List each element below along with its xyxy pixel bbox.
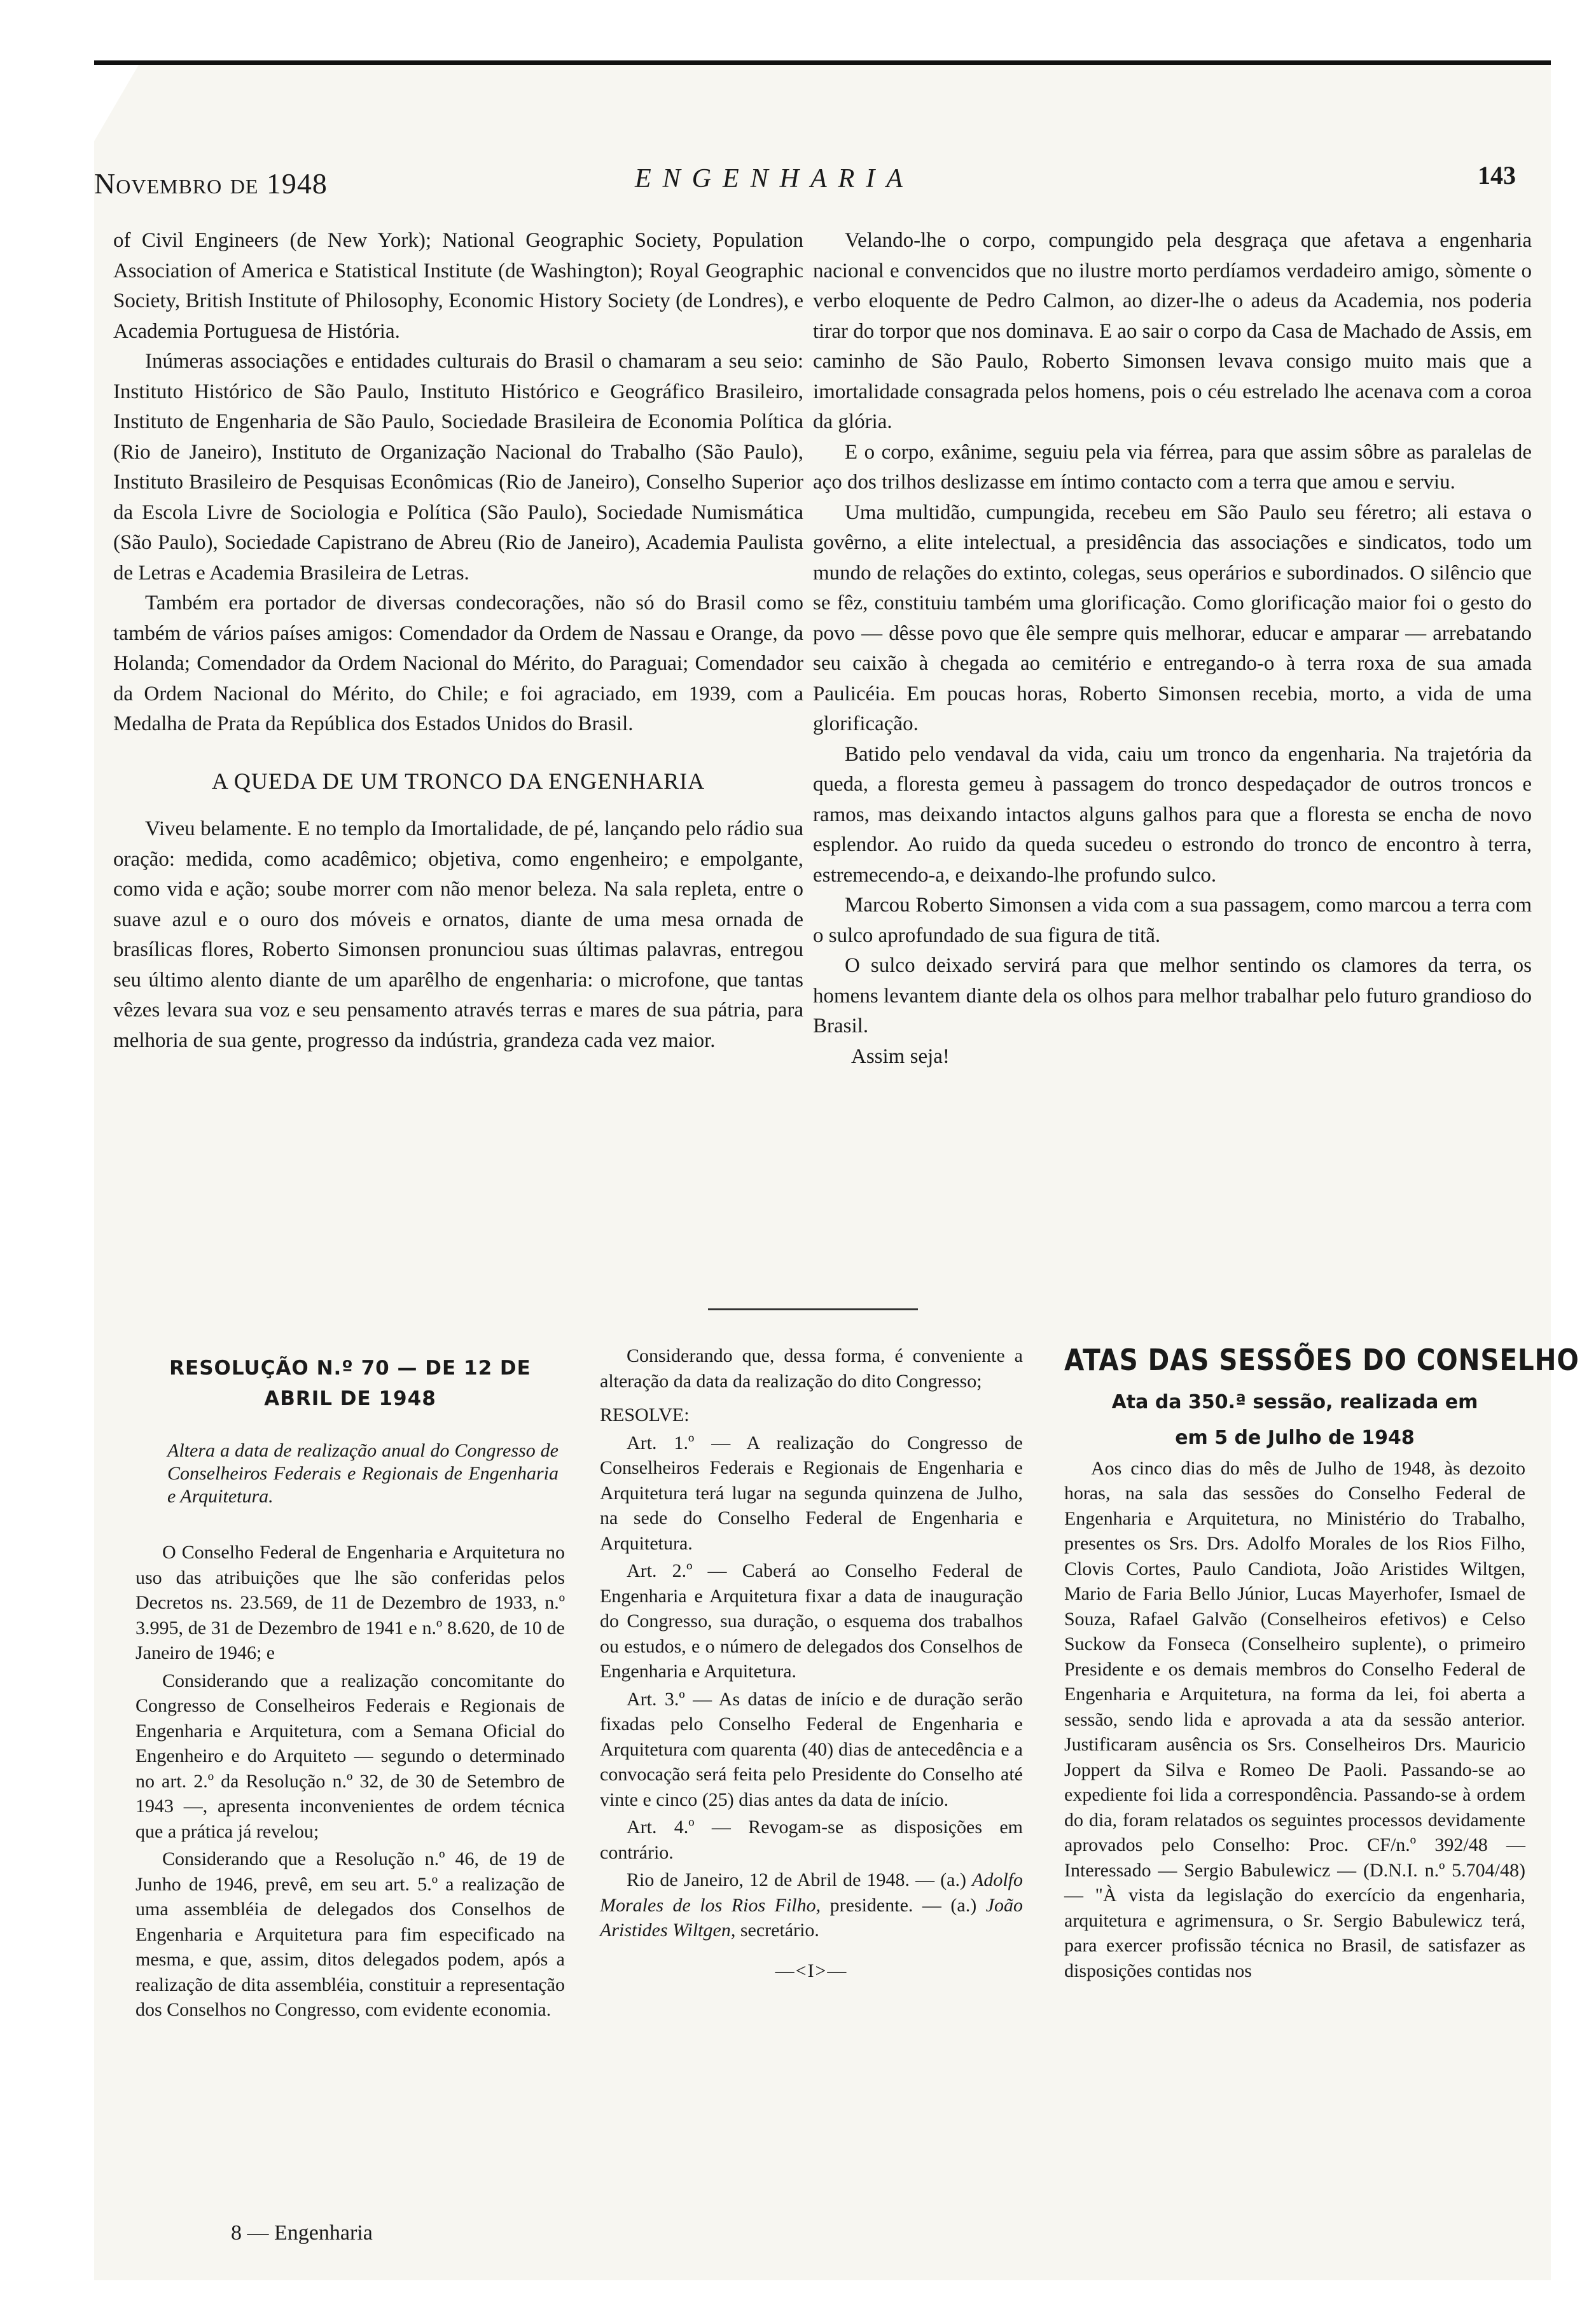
ata-heading-line: Ata da 350.ª sessão, realizada em [1111,1390,1478,1413]
resolution-column [135,1353,565,2025]
signatory-name: João Aristides Wiltgen, [600,1894,1023,1941]
folded-corner [94,65,139,141]
issue-date: Novembro de 1948 [94,167,328,200]
signature-block [600,1867,1023,1943]
paragraph: Inúmeras associações e entidades culturais do Brasil o chamaram a seu seio: Instituto Histórico de São Paulo, Instituto Histórico e Geográfico Brasileiro, Instituto de Engenharia de São Paulo, Sociedade Brasileira de Economia Política (Rio de Janeiro), Instituto de Organização Nacional do Trabalho (São Paulo), Instituto Brasileiro de Pesquisas Econômicas (Rio de Janeiro), Conselho Superior da Escola Livre de Sociologia e Política (São Paulo), Sociedade Numismática (São Paulo), Sociedade Capistrano de Abreu (Rio de Janeiro), Academia Paulista de Letras e Academia Brasileira de Letras. [113,350,803,585]
left-column [113,226,803,1056]
page-footer: 8 — Engenharia [231,2221,373,2245]
article: Art. 2.º — Caberá ao Conselho Federal de Engenharia e Arquitetura fixar a data de inauguração do Congresso, sua duração, o esquema dos trabalhos ou estudos, e o número de delegados dos Conselhos de Engenharia e Arquitetura. [600,1560,1023,1682]
article: Art. 3.º — As datas de início e de duração serão fixadas pelo Conselho Federal de Engenharia e Arquitetura com quarenta (40) dias de antecedência e a convocação será feita pelo Presidente do Conselho até vinte e cinco (25) dias antes da data de início. [600,1688,1023,1810]
article: Art. 1.º — A realização do Congresso de Conselheiros Federais e Regionais de Engenharia e Arquitetura terá lugar na segunda quinzena de Julho, na sede do Conselho Federal de Engenharia e Arquitetura. [600,1432,1023,1554]
paragraph: Uma multidão, cumpungida, recebeu em São Paulo seu féretro; ali estava o govêrno, a elite intelectual, a presidência das associações e sindicatos, todo um mundo de relações do extinto, colegas, seus operários e subordinados. O silêncio que se fêz, constituiu também uma glorificação. Como glorificação maior foi o gesto do povo — dêsse povo que êle sempre quis melhorar, educar e amparar — arrebatando seu caixão à chegada ao cemitério e entregando-o à terra roxa de sua amada Paulicéia. Em poucas horas, Roberto Simonsen recebia, morto, a vida de uma glorificação. [813,501,1532,735]
closing-line: Assim seja! [851,1044,950,1068]
paragraph: E o corpo, exânime, seguiu pela via férrea, para que assim sôbre as paralelas de aço dos trilhos deslizasse em íntimo contacto com a terra que amou e serviu. [813,440,1532,494]
resolution-continued-column [600,1343,1023,1983]
signatory-name: Adolfo Morales de los Rios Filho, [600,1869,1024,1916]
resolve-heading: RESOLVE: [600,1404,690,1425]
paragraph: Velando-lhe o corpo, compungido pela desgraça que afetava a engenharia nacional e convencidos que no ilustre morto perdíamos verdadeiro amigo, sòmente o verbo eloquente de Pedro Calmon, ao dizer-lhe o adeus da Academia, nos poderia tirar do torpor que nos dominava. E ao sair o corpo da Casa de Machado de Assis, em caminho de São Paulo, Roberto Simonsen levava consigo muito mais que a imortalidade consagrada pelos homens, pois o céu estrelado lhe acenava com a coroa da glória. [813,229,1532,433]
paragraph: Considerando que a Resolução n.º 46, de 19 de Junho de 1946, prevê, em seu art. 5.º a realização de uma assembléia de delegados dos Conselhos de Engenharia e Arquitetura para fim especificado na mesma, e que, assim, ditos delegados podem, após a realização de dita assembléia, constituir a representação dos Conselhos no Congresso, com evidente economia. [135,1848,565,2020]
paragraph: Também era portador de diversas condecorações, não só do Brasil como também de vários países amigos: Comendador da Ordem de Nassau e Orange, da Holanda; Comendador da Ordem Nacional do Mérito, do Paraguai; Comendador da Ordem Nacional do Mérito, do Chile; e foi agraciado, em 1939, com a Medalha de Prata da República dos Estados Unidos do Brasil. [113,592,803,735]
paragraph: Considerando que, dessa forma, é conveniente a alteração da data da realização do dito Congresso; [600,1345,1023,1392]
page-number: 143 [1478,161,1516,190]
resolution-title-line: RESOLUÇÃO N.º 70 — DE 12 DE [169,1357,531,1380]
date-line: Rio de Janeiro, 12 de Abril de 1948. — [627,1869,935,1890]
signatory-role: presidente. — (a.) [821,1894,986,1916]
journal-title: ENGENHARIA [635,164,914,193]
atas-column [1064,1343,1579,1986]
page-header [94,160,1551,211]
resolution-title-line: ABRIL DE 1948 [264,1387,436,1410]
section-divider [708,1308,918,1310]
resolution-subtitle: Altera a data de realização anual do Congresso de Conselheiros Federais e Regionais de Engenharia e Arquitetura. [167,1440,559,1507]
signature-prefix: (a.) [940,1869,973,1890]
paragraph: Considerando que a realização concomitante do Congresso de Conselheiros Federais e Regionais de Engenharia e Arquitetura, com a Semana Oficial do Engenheiro e do Arquiteto — segundo o determinado no art. 2.º da Resolução n.º 32, de 30 de Setembro de 1943 —, apresenta inconvenientes de ordem técnica que a prática já revelou; [135,1670,565,1842]
paragraph: of Civil Engineers (de New York); National Geographic Society, Population Association of America e Statistical Institute (de Washington); Royal Geographic Society, British Institute of Philosophy, Economic History Society (de Londres), e Academia Portuguesa de História. [113,229,803,343]
paragraph: Aos cinco dias do mês de Julho de 1948, às dezoito horas, na sala das sessões do Conselho Federal de Engenharia e Arquitetura, no Ministério do Trabalho, presentes os Srs. Drs. Adolfo Morales de los Rios Filho, Clovis Cortes, Paulo Candiota, João Aristides Wiltgen, Mario de Faria Bello Júnior, Lucas Mayerhofer, Ismael de Souza, Rafael Galvão (Conselheiros efetivos) e Celso Suckow da Fonseca (Conselheiro suplente), o primeiro Presidente e os demais membros do Conselho Federal de Engenharia e Arquitetura, na forma da lei, foi aberta a sessão, sendo lida e aprovada a ata da sessão anterior. Justificaram ausência os Srs. Conselheiros Drs. Mauricio Joppert da Silva e Romeo De Paoli. Passando-se ao expediente foi lida a correspondência. Passando-se à ordem do dia, foram relatados os seguintes processos devidamente aprovados pelo Conselho: Proc. CF/n.º 392/48 — Interessado — Sergio Babulewicz — (D.N.I. n.º 5.704/48) — "À vista da legislação do exercício da engenharia, arquitetura e agrimensura, o Sr. Sergio Babulewicz terá, para exercer profissão técnica no Brasil, de satisfazer as disposições contidas nos [1064,1457,1525,1981]
paragraph: Viveu belamente. E no templo da Imortalidade, de pé, lançando pelo rádio sua oração: medida, como acadêmico; objetiva, como engenheiro; e empolgante, como vida e ação; soube morrer com não menor beleza. Na sala repleta, entre o suave azul e o ouro dos móveis e ornatos, diante de uma mesa ornada de brasílicas flores, Roberto Simonsen pronunciou suas últimas palavras, entregou seu último alento diante de um aparêlho de engenharia: o microfone, que tantas vêzes levara sua voz e seu pensamento através terras e mares de sua pátria, para melhoria de sua gente, progresso da indústria, grandeza cada vez maior. [113,817,803,1052]
resolution-title [135,1353,565,1414]
end-ornament: —<I>— [775,1960,848,1981]
paragraph: Batido pelo vendaval da vida, caiu um tronco da engenharia. Na trajetória da queda, a floresta gemeu à passagem do tronco despedaçador de outros troncos e ramos, mas deixando intactos alguns galhos para que a floresta se encha de novo esplendor. Ao ruido da queda sucedeu o estrondo do tronco de encontro à terra, estremecendo-a, e deixando-lhe profundo sulco. [813,742,1532,887]
paragraph: O sulco deixado servirá para que melhor sentindo os clamores da terra, os homens levantem diante dela os olhos para melhor trabalhar pelo futuro grandioso do Brasil. [813,954,1532,1037]
ata-heading-line: em 5 de Julho de 1948 [1175,1426,1415,1449]
right-column [813,226,1532,1072]
journal-page [94,60,1579,2280]
ata-heading [1064,1385,1525,1456]
paragraph: Marcou Roberto Simonsen a vida com a sua passagem, como marcou a terra com o sulco aprofundado de sua figura de titã. [813,894,1532,947]
signatory-role: secretário. [735,1920,819,1941]
article: Art. 4.º — Revogam-se as disposições em contrário. [600,1817,1023,1863]
atas-title: ATAS DAS SESSÕES DO CONSELHO [1064,1343,1579,1377]
paragraph: O Conselho Federal de Engenharia e Arquitetura no uso das atribuições que lhe são conferidas pelos Decretos ns. 23.569, de 11 de Dezembro de 1933, n.º 3.995, de 31 de Dezembro de 1941 e n.º 8.620, de 10 de Janeiro de 1946; e [135,1542,565,1663]
section-title: A QUEDA DE UM TRONCO DA ENGENHARIA [211,768,705,794]
